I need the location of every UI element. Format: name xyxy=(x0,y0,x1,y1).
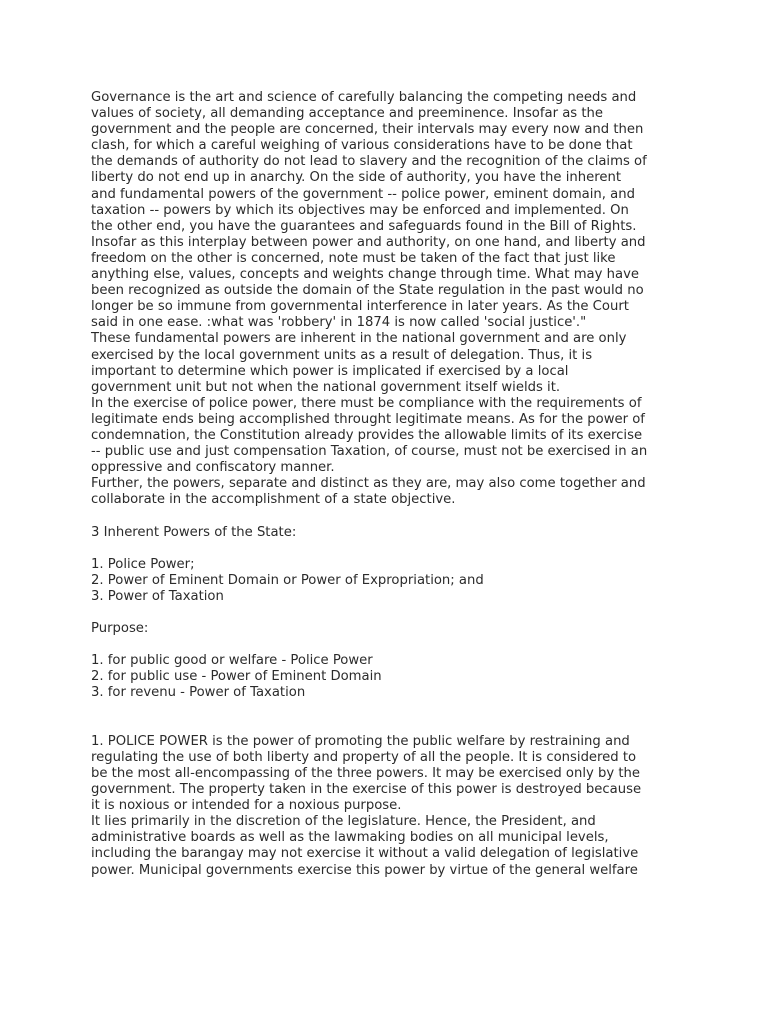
text-line: Further, the powers, separate and distinct as they are, may also come together and xyxy=(91,476,646,492)
police-power-section xyxy=(91,734,691,879)
text-line: legitimate ends being accomplished throught legitimate means. As for the power of xyxy=(91,411,645,427)
text-line: the demands of authority do not lead to slavery and the recognition of the claims of xyxy=(91,154,647,170)
text-line: Insofar as this interplay between power and authority, on one hand, and liberty and xyxy=(91,234,646,250)
text-line: It lies primarily in the discretion of the legislature. Hence, the President, and xyxy=(91,814,596,830)
text-line: taxation -- powers by which its objectives may be enforced and implemented. On xyxy=(91,202,629,218)
text-line: be the most all-encompassing of the three powers. It may be exercised only by the xyxy=(91,765,641,781)
text-line: important to determine which power is implicated if exercised by a local xyxy=(91,363,569,379)
text-line: regulating the use of both liberty and property of all the people. It is considered to xyxy=(91,749,637,765)
text-line: anything else, values, concepts and weights change through time. What may have xyxy=(91,267,639,283)
spacer xyxy=(91,508,691,524)
purpose-heading: Purpose: xyxy=(91,621,149,637)
text-line: collaborate in the accomplishment of a state objective. xyxy=(91,492,456,508)
text-line: values of society, all demanding acceptance and preeminence. Insofar as the xyxy=(91,106,604,122)
text-line: including the barangay may not exercise it without a valid delegation of legislative xyxy=(91,846,639,862)
list-item: 1. for public good or welfare - Police Power xyxy=(91,653,373,669)
document-page xyxy=(91,90,691,879)
text-line: and fundamental powers of the government -- police power, eminent domain, and xyxy=(91,186,635,202)
purpose-list xyxy=(91,653,691,701)
spacer xyxy=(91,541,691,557)
inherent-powers-heading: 3 Inherent Powers of the State: xyxy=(91,524,297,540)
text-line: administrative boards as well as the lawmaking bodies on all municipal levels, xyxy=(91,830,609,846)
text-line: liberty do not end up in anarchy. On the side of authority, you have the inherent xyxy=(91,170,621,186)
text-line: 1. POLICE POWER is the power of promoting the public welfare by restraining and xyxy=(91,733,630,749)
text-line: government. The property taken in the exercise of this power is destroyed because xyxy=(91,782,642,798)
spacer xyxy=(91,605,691,621)
intro-section xyxy=(91,90,691,508)
text-line: Governance is the art and science of carefully balancing the competing needs and xyxy=(91,90,637,105)
text-line: In the exercise of police power, there must be compliance with the requirements of xyxy=(91,395,642,411)
spacer xyxy=(91,718,691,734)
text-line: longer be so immune from governmental interference in later years. As the Court xyxy=(91,299,629,315)
text-line: said in one ease. :what was 'robbery' in 1874 is now called 'social justice'." xyxy=(91,315,587,331)
text-line: freedom on the other is concerned, note must be taken of the fact that just like xyxy=(91,250,616,266)
text-line: the other end, you have the guarantees and safeguards found in the Bill of Rights. xyxy=(91,218,637,234)
text-line: -- public use and just compensation Taxation, of course, must not be exercised in an xyxy=(91,444,648,460)
text-line: government and the people are concerned, their intervals may every now and then xyxy=(91,122,644,138)
text-line: clash, for which a careful weighing of various considerations have to be done that xyxy=(91,138,633,154)
text-line: been recognized as outside the domain of the State regulation in the past would no xyxy=(91,283,644,299)
text-line: condemnation, the Constitution already provides the allowable limits of its exercise xyxy=(91,427,643,443)
list-item: 3. Power of Taxation xyxy=(91,588,224,604)
spacer xyxy=(91,702,691,718)
text-line: oppressive and confiscatory manner. xyxy=(91,460,335,476)
spacer xyxy=(91,637,691,653)
list-item: 2. for public use - Power of Eminent Domain xyxy=(91,669,382,685)
list-item: 3. for revenu - Power of Taxation xyxy=(91,685,306,701)
text-line: These fundamental powers are inherent in the national government and are only xyxy=(91,331,627,347)
inherent-powers-list xyxy=(91,557,691,605)
text-line: it is noxious or intended for a noxious purpose. xyxy=(91,798,402,814)
list-item: 2. Power of Eminent Domain or Power of Expropriation; and xyxy=(91,572,484,588)
text-line: government unit but not when the national government itself wields it. xyxy=(91,379,561,395)
text-line: power. Municipal governments exercise this power by virtue of the general welfare xyxy=(91,862,638,878)
text-line: exercised by the local government units as a result of delegation. Thus, it is xyxy=(91,347,593,363)
list-item: 1. Police Power; xyxy=(91,556,195,572)
